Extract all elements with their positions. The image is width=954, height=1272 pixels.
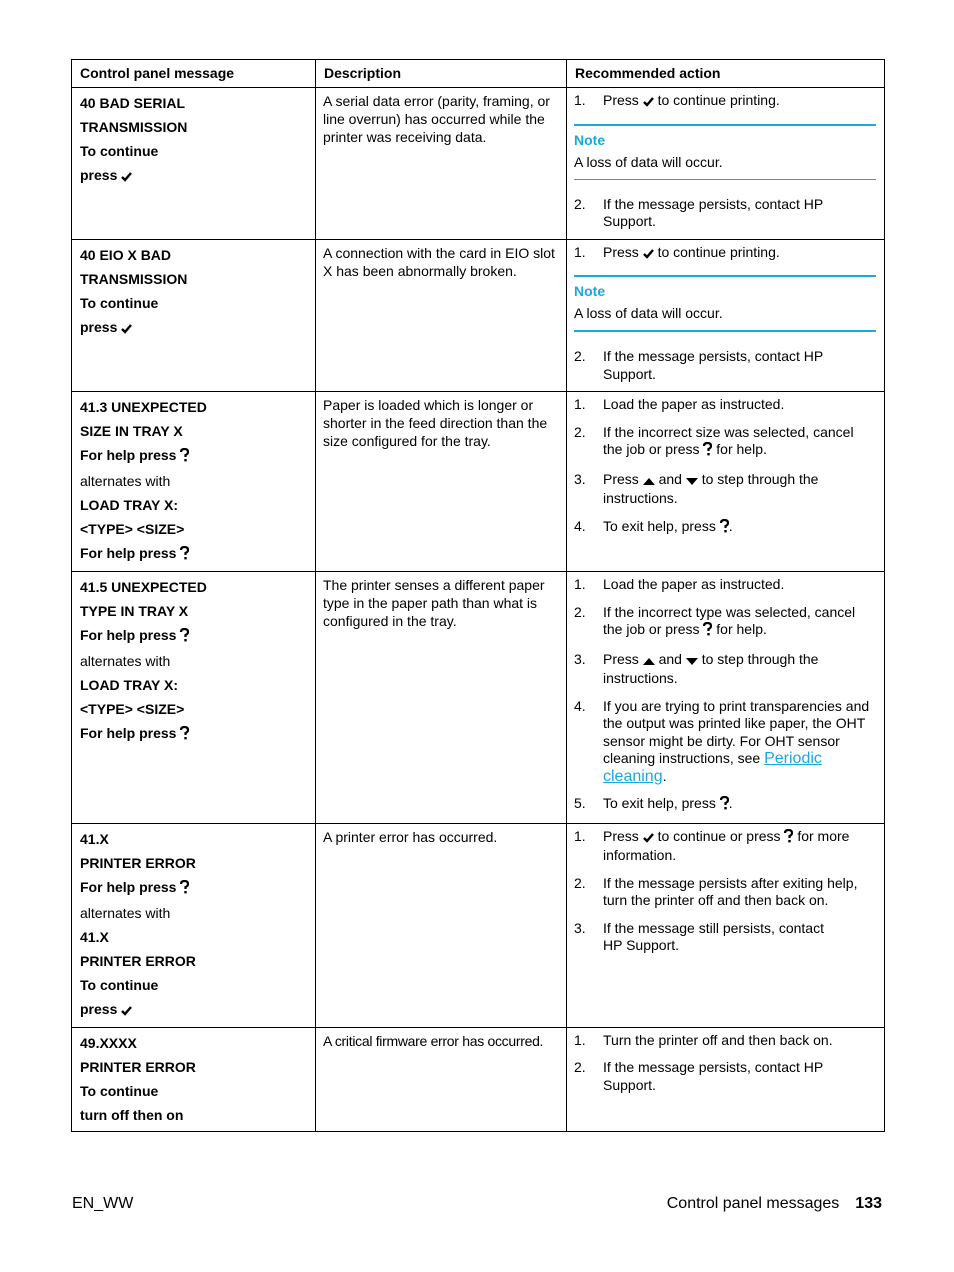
message-text: For help press bbox=[80, 725, 177, 741]
step-text: Turn the printer off and then back on. bbox=[603, 1031, 833, 1048]
message-text: For help press bbox=[80, 878, 177, 895]
message-line: LOAD TRAY X: bbox=[80, 677, 179, 693]
question-icon bbox=[180, 543, 189, 567]
step-text-part: If the incorrect size was selected, cancel the job or press bbox=[603, 423, 854, 457]
action-step bbox=[574, 471, 876, 508]
action-step bbox=[574, 576, 876, 594]
action-step bbox=[574, 396, 876, 414]
step-number: 2. bbox=[574, 1059, 586, 1075]
message-line bbox=[80, 315, 307, 341]
step-text bbox=[603, 651, 876, 688]
message-line: 40 BAD SERIAL bbox=[80, 95, 186, 111]
step-text-part: To exit help, press bbox=[603, 795, 716, 811]
message-cell bbox=[72, 1027, 316, 1131]
action-step bbox=[574, 920, 876, 955]
table-row bbox=[72, 1027, 885, 1131]
message-line: 49.XXXX bbox=[80, 1034, 137, 1051]
page-number: 133 bbox=[855, 1195, 882, 1212]
action-step bbox=[574, 244, 876, 264]
step-text bbox=[603, 424, 876, 461]
header-recommended-action: Recommended action bbox=[567, 60, 885, 88]
checkmark-icon bbox=[643, 94, 654, 112]
checkmark-icon bbox=[121, 999, 132, 1023]
action-step bbox=[574, 795, 876, 815]
note-rule bbox=[574, 124, 876, 126]
question-icon bbox=[720, 519, 729, 538]
message-line: alternates with bbox=[80, 904, 171, 921]
message-line bbox=[80, 163, 307, 189]
question-icon bbox=[180, 625, 189, 649]
note-box bbox=[574, 275, 876, 332]
message-line: 41.X bbox=[80, 928, 109, 945]
message-line: To continue bbox=[80, 143, 159, 159]
step-number: 3. bbox=[574, 650, 586, 667]
step-text bbox=[603, 518, 876, 538]
action-step bbox=[574, 424, 876, 461]
message-line: alternates with bbox=[80, 473, 171, 489]
table-row bbox=[72, 88, 885, 240]
message-cell bbox=[72, 823, 316, 1027]
message-line: <TYPE> <SIZE> bbox=[80, 701, 185, 717]
action-step bbox=[574, 1032, 876, 1050]
message-cell bbox=[72, 392, 316, 572]
action-cell bbox=[567, 823, 885, 1027]
message-line: To continue bbox=[80, 1082, 159, 1099]
footer-section-title: Control panel messages bbox=[666, 1195, 840, 1212]
description-cell: A serial data error (parity, framing, or line overrun) has occurred while the printer was receiving data. bbox=[316, 88, 567, 240]
message-line: PRINTER ERROR bbox=[80, 952, 196, 969]
action-step bbox=[574, 698, 876, 786]
step-number: 1. bbox=[574, 396, 586, 412]
table-row bbox=[72, 823, 885, 1027]
note-body: A loss of data will occur. bbox=[574, 305, 723, 321]
step-text-part: . bbox=[728, 795, 733, 811]
action-step bbox=[574, 196, 876, 231]
message-line: PRINTER ERROR bbox=[80, 1058, 196, 1075]
step-text-part: Press bbox=[603, 650, 639, 667]
step-text-part: Press bbox=[603, 470, 639, 487]
action-step bbox=[574, 348, 876, 383]
message-line bbox=[80, 997, 307, 1023]
step-text-part: Press bbox=[603, 92, 639, 108]
question-icon bbox=[180, 445, 189, 469]
description-cell: A connection with the card in EIO slot X has been abnormally broken. bbox=[316, 239, 567, 392]
action-step bbox=[574, 604, 876, 641]
note-rule bbox=[574, 330, 876, 332]
action-step bbox=[574, 651, 876, 688]
message-line bbox=[80, 875, 307, 901]
step-text bbox=[603, 471, 876, 508]
message-line bbox=[80, 623, 307, 649]
action-step bbox=[574, 92, 876, 112]
message-text: press bbox=[80, 167, 118, 183]
step-text-part: for more information. bbox=[603, 827, 850, 863]
step-number: 1. bbox=[574, 576, 586, 592]
message-text: For help press bbox=[80, 447, 177, 463]
action-step bbox=[574, 1059, 876, 1094]
message-text: press bbox=[80, 318, 118, 335]
question-icon bbox=[180, 723, 189, 747]
action-cell bbox=[567, 239, 885, 392]
step-text: If the message still persists, contact HP Support. bbox=[603, 919, 824, 953]
step-number: 4. bbox=[574, 697, 586, 714]
step-text-part: To exit help, press bbox=[603, 517, 716, 534]
message-text: For help press bbox=[80, 627, 177, 643]
checkmark-icon bbox=[121, 317, 132, 341]
step-number: 1. bbox=[574, 92, 586, 108]
action-cell bbox=[567, 392, 885, 572]
message-cell bbox=[72, 88, 316, 240]
periodic-cleaning-link[interactable]: Periodic cleaning bbox=[603, 750, 822, 785]
step-number: 2. bbox=[574, 603, 586, 620]
step-text-part: to step through the instructions. bbox=[603, 470, 819, 506]
message-line: TRANSMISSION bbox=[80, 119, 188, 135]
step-text-part: for help. bbox=[716, 441, 767, 457]
question-icon bbox=[784, 829, 793, 848]
step-number: 2. bbox=[574, 348, 586, 364]
step-text: If the message persists, contact HP Support. bbox=[603, 1059, 823, 1093]
step-number: 2. bbox=[574, 874, 586, 891]
step-text: If the message persists after exiting help, turn the printer off and then back on. bbox=[603, 874, 858, 908]
note-rule bbox=[574, 275, 876, 277]
step-number: 1. bbox=[574, 243, 586, 260]
message-line: SIZE IN TRAY X bbox=[80, 423, 183, 439]
step-number: 3. bbox=[574, 470, 586, 487]
step-number: 1. bbox=[574, 827, 586, 844]
message-text: press bbox=[80, 1000, 118, 1017]
step-text: If the message persists, contact HP Support. bbox=[603, 195, 823, 229]
message-line: TYPE IN TRAY X bbox=[80, 603, 189, 619]
description-cell: A critical firmware error has occurred. bbox=[316, 1027, 567, 1131]
question-icon bbox=[180, 877, 189, 901]
header-control-panel-message: Control panel message bbox=[72, 60, 316, 88]
table-row bbox=[72, 572, 885, 824]
message-line: PRINTER ERROR bbox=[80, 854, 196, 871]
step-text bbox=[603, 604, 876, 641]
step-number: 2. bbox=[574, 195, 586, 212]
up-arrow-icon bbox=[643, 653, 655, 671]
step-text bbox=[603, 795, 876, 815]
step-text: Load the paper as instructed. bbox=[603, 396, 785, 412]
control-panel-messages-table bbox=[71, 59, 885, 1132]
message-line: 41.5 UNEXPECTED bbox=[80, 579, 207, 595]
step-text-part: If you are trying to print transparencies and the output was printed like paper, the OHT sensor might be dirty. For OHT sensor cleaning instructions, see bbox=[603, 697, 870, 766]
question-icon bbox=[703, 442, 712, 461]
message-line: 41.X bbox=[80, 830, 109, 847]
step-text-part: to continue printing. bbox=[657, 243, 780, 260]
note-title: Note bbox=[574, 131, 606, 148]
step-text-part: for help. bbox=[716, 621, 767, 637]
table-row bbox=[72, 392, 885, 572]
step-text bbox=[603, 698, 876, 786]
step-text: Load the paper as instructed. bbox=[603, 576, 785, 592]
note-body: A loss of data will occur. bbox=[574, 153, 723, 170]
action-cell bbox=[567, 572, 885, 824]
step-text bbox=[603, 92, 876, 112]
step-text-part: and bbox=[658, 470, 682, 487]
message-line: turn off then on bbox=[80, 1106, 184, 1123]
description-cell: A printer error has occurred. bbox=[316, 823, 567, 1027]
step-text-part: If the incorrect type was selected, cancel the job or press bbox=[603, 603, 856, 637]
step-text-part: . bbox=[662, 767, 667, 784]
message-line: 41.3 UNEXPECTED bbox=[80, 399, 207, 415]
header-description: Description bbox=[316, 60, 567, 88]
step-text bbox=[603, 828, 876, 865]
step-text-part: to continue printing. bbox=[657, 92, 780, 108]
footer-right bbox=[667, 1194, 882, 1214]
note-box bbox=[574, 124, 876, 180]
question-icon bbox=[703, 622, 712, 641]
description-cell: Paper is loaded which is longer or shorter in the feed direction than the size configured for the tray. bbox=[316, 392, 567, 572]
step-text-part: Press bbox=[603, 243, 639, 260]
message-line: alternates with bbox=[80, 653, 171, 669]
step-text: If the message persists, contact HP Support. bbox=[603, 348, 823, 382]
step-text-part: to step through the instructions. bbox=[603, 650, 819, 686]
action-step bbox=[574, 518, 876, 538]
down-arrow-icon bbox=[686, 653, 698, 671]
message-line: 40 EIO X BAD bbox=[80, 246, 172, 263]
note-title: Note bbox=[574, 283, 606, 299]
message-cell bbox=[72, 239, 316, 392]
step-number: 3. bbox=[574, 919, 586, 936]
question-icon bbox=[720, 796, 729, 815]
checkmark-icon bbox=[121, 165, 132, 189]
action-step bbox=[574, 828, 876, 865]
message-line: LOAD TRAY X: bbox=[80, 497, 179, 513]
up-arrow-icon bbox=[643, 473, 655, 491]
action-cell bbox=[567, 1027, 885, 1131]
action-cell bbox=[567, 88, 885, 240]
step-text-part: Press bbox=[603, 827, 639, 844]
message-line bbox=[80, 541, 307, 567]
message-line bbox=[80, 443, 307, 469]
message-line: TRANSMISSION bbox=[80, 270, 188, 287]
step-number: 5. bbox=[574, 795, 586, 811]
step-number: 4. bbox=[574, 517, 586, 534]
message-line bbox=[80, 721, 307, 747]
message-cell bbox=[72, 572, 316, 824]
step-text bbox=[603, 244, 876, 264]
step-text-part: to continue or press bbox=[657, 827, 781, 844]
step-text-part: . bbox=[728, 517, 733, 534]
note-rule bbox=[574, 179, 876, 180]
step-text-part: and bbox=[658, 650, 682, 667]
step-number: 1. bbox=[574, 1031, 586, 1048]
step-number: 2. bbox=[574, 423, 586, 440]
checkmark-icon bbox=[643, 830, 654, 848]
table-header-row bbox=[72, 60, 885, 88]
table-row bbox=[72, 239, 885, 392]
description-cell: The printer senses a different paper type in the paper path than what is configured in the tray. bbox=[316, 572, 567, 824]
message-line: To continue bbox=[80, 976, 159, 993]
checkmark-icon bbox=[643, 246, 654, 264]
message-text: For help press bbox=[80, 545, 177, 561]
message-line: To continue bbox=[80, 294, 159, 311]
message-line: <TYPE> <SIZE> bbox=[80, 521, 185, 537]
action-step bbox=[574, 875, 876, 910]
down-arrow-icon bbox=[686, 473, 698, 491]
footer-left: EN_WW bbox=[72, 1195, 134, 1212]
